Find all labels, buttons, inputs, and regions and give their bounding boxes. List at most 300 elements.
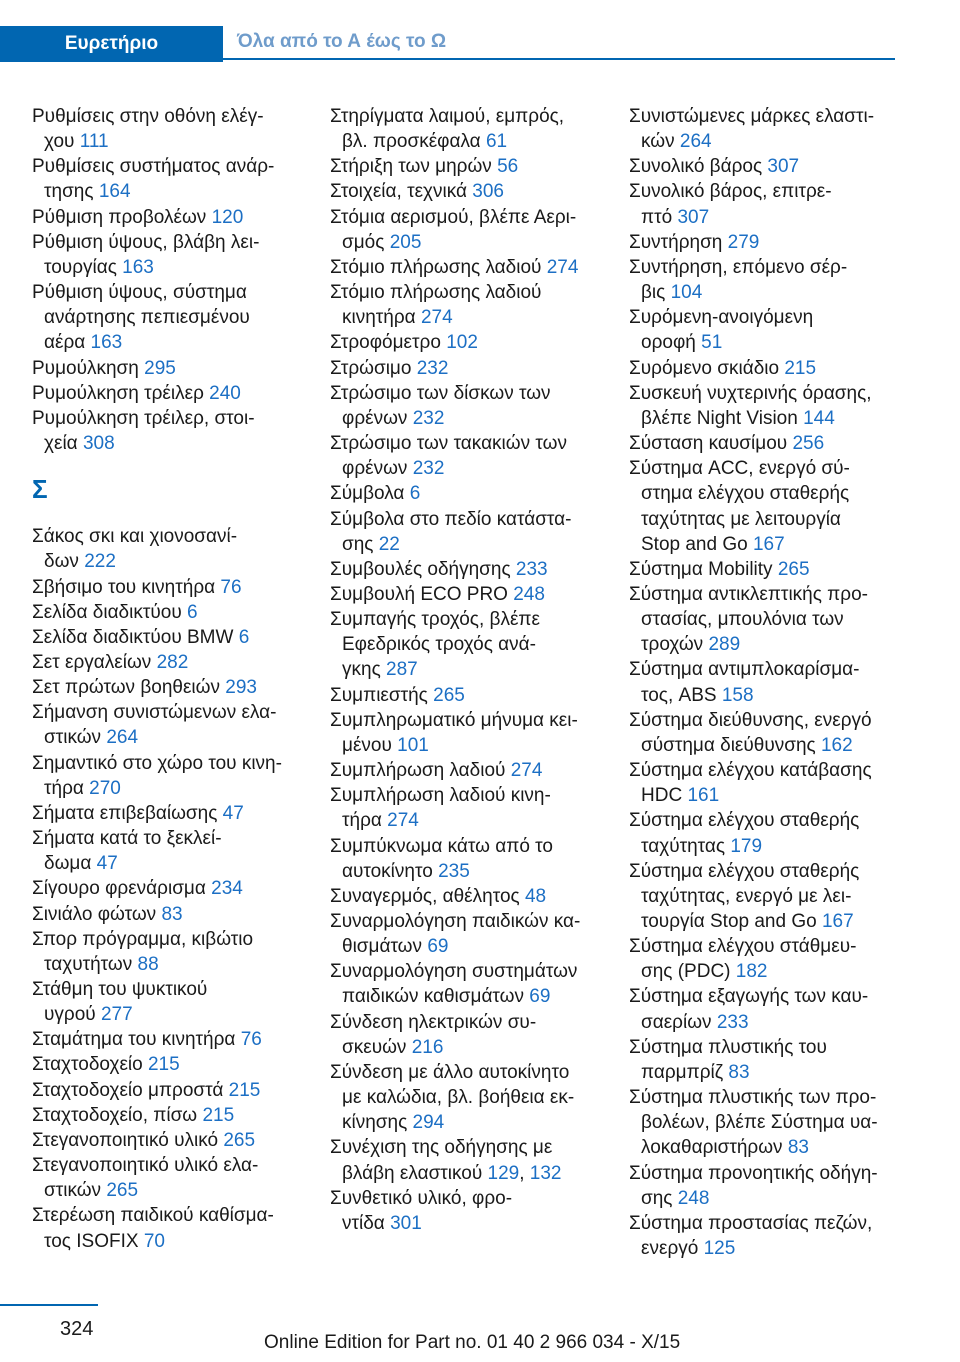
entry-text: Σετ πρώτων βοηθειών [32, 677, 220, 699]
index-entry [629, 934, 897, 984]
index-entry [32, 801, 300, 826]
index-entry [629, 356, 897, 381]
entry-text: ταχυτήτων [44, 953, 133, 975]
page-link[interactable]: 182 [735, 961, 768, 983]
entry-text: Σύστημα ελέγχου κατάβασης [629, 760, 872, 782]
entry-text: υγρού [44, 1004, 96, 1026]
page-link[interactable]: 158 [721, 684, 754, 706]
entry-text: Στηρίγματα λαιμού, εμπρός, [330, 106, 565, 127]
index-entry [32, 1153, 300, 1203]
page-link[interactable]: 256 [792, 433, 825, 455]
entry-text: Στοιχεία, τεχνικά [330, 181, 467, 203]
entry-text: βολέων, βλέπε Σύστημα υα- [641, 1112, 878, 1134]
index-entry [629, 179, 897, 229]
entry-text: κίνησης [342, 1112, 408, 1134]
index-entry [32, 1078, 300, 1103]
entry-text: Σύστημα αντιμπλοκαρίσμα- [629, 659, 860, 681]
entry-text: Σύστημα διεύθυνσης, ενεργό [629, 709, 872, 731]
index-entry [330, 280, 598, 330]
page-link[interactable]: 83 [161, 903, 183, 925]
index-entry [32, 1128, 300, 1153]
entry-text: Συνιστώμενες μάρκες ελαστι- [629, 106, 875, 127]
page-link[interactable]: 69 [529, 986, 551, 1008]
page-link[interactable]: 265 [777, 558, 810, 580]
entry-text: Στεγανοποιητικό υλικό ελα- [32, 1155, 259, 1177]
page-link[interactable]: 232 [412, 407, 445, 429]
entry-text: Ρυμούλκηση τρέιλερ, στοι- [32, 407, 255, 429]
entry-text: Σύνδεση με άλλο αυτοκίνητο [330, 1061, 570, 1083]
entry-text: Σύστημα αντικλεπτικής προ- [629, 583, 868, 605]
entry-text: Σελίδα διαδικτύου BMW [32, 626, 234, 648]
entry-text: Ρυμούλκηση [32, 357, 139, 379]
entry-text: παιδικών καθισμάτων [342, 986, 524, 1008]
entry-text: Συμπληρωματικό μήνυμα κει- [330, 709, 578, 731]
entry-text: Σάκος σκι και χιονοσανί- [32, 526, 238, 548]
entry-text: σμός [342, 231, 385, 253]
index-entry [32, 406, 300, 456]
page-link[interactable]: 215 [147, 1054, 180, 1076]
page-link[interactable]: 164 [98, 181, 131, 203]
page-link[interactable]: 279 [727, 231, 760, 253]
entry-text: Σπορ πρόγραμμα, κιβώτιο [32, 928, 254, 950]
page-link[interactable]: 248 [677, 1187, 710, 1209]
entry-text: Συμπλήρωση λαδιού κινη- [330, 785, 551, 807]
index-entry [330, 1060, 598, 1135]
entry-text: θισμάτων [342, 936, 423, 958]
index-entry [330, 557, 598, 582]
entry-text: Σύστημα προνοητικής οδήγη- [629, 1162, 878, 1184]
page-link[interactable]: 69 [427, 936, 449, 958]
entry-text: ταχύτητας με λειτουργία [641, 508, 841, 530]
index-entry [330, 356, 598, 381]
entry-text: κινητήρα [342, 307, 416, 329]
entry-text: Σταχτοδοχείο [32, 1054, 143, 1076]
index-entry [330, 708, 598, 758]
entry-text: Στροφόμετρο [330, 332, 441, 354]
page-link[interactable]: 274 [387, 810, 419, 832]
index-entry [629, 582, 897, 657]
entry-text: γκης [342, 659, 381, 681]
entry-text: Σινιάλο φώτων [32, 903, 157, 925]
page-link[interactable]: 234 [211, 878, 243, 900]
page-link[interactable]: 161 [687, 785, 720, 807]
page-link[interactable]: 232 [416, 357, 449, 379]
page-link[interactable]: 274 [546, 256, 579, 278]
page-link[interactable]: 56 [497, 156, 519, 178]
entry-text: βλάβη ελαστικού [342, 1162, 483, 1184]
entry-text: σης (PDC) [641, 961, 731, 983]
page-link[interactable]: 104 [670, 282, 703, 304]
page-link[interactable]: 205 [389, 231, 422, 253]
entry-text: HDC [641, 785, 683, 807]
page-link[interactable]: 6 [238, 626, 250, 648]
page-link[interactable]: 307 [767, 156, 800, 178]
page-link[interactable]: 125 [703, 1238, 736, 1260]
index-entry [32, 675, 300, 700]
page-link[interactable]: 307 [677, 206, 710, 228]
entry-text: Σύστημα Mobility [629, 558, 773, 580]
entry-text: στασίας, μπουλόνια των [641, 609, 844, 631]
index-entry [32, 1203, 300, 1253]
entry-text: Συναρμολόγηση συστημάτων [330, 961, 578, 983]
entry-text: τησης [44, 181, 94, 203]
index-entry [330, 909, 598, 959]
index-entry [330, 481, 598, 506]
entry-text: Εφεδρικός τροχός ανά- [342, 634, 536, 656]
index-entry [330, 1010, 598, 1060]
entry-text: στικών [44, 1180, 102, 1202]
index-entry [32, 356, 300, 381]
index-entry [629, 1085, 897, 1160]
page-link[interactable]: 232 [412, 458, 445, 480]
entry-text: ταχύτητας [641, 835, 726, 857]
index-entry: Συνέχιση της οδήγησης με βλάβη ελαστικού 129, 132 [330, 1137, 562, 1184]
entry-text: οροφή [641, 332, 696, 354]
entry-text: Ρυθμίσεις συστήματος ανάρ- [32, 156, 275, 178]
entry-text: Συμπαγής τροχός, βλέπε [330, 609, 541, 631]
index-entry [330, 959, 598, 1009]
index-entry [32, 600, 300, 625]
index-entry [330, 104, 598, 154]
tab-a-to-z[interactable]: Όλα από το Α έως το Ω [223, 26, 895, 60]
page-link[interactable]: 265 [106, 1180, 139, 1202]
page-link[interactable]: 163 [122, 256, 154, 278]
entry-text: κών [641, 131, 675, 153]
entry-text: ανάρτησης πεπιεσμένου [44, 307, 250, 329]
page-link[interactable]: 222 [84, 551, 116, 573]
index-entry [330, 154, 598, 179]
page-link[interactable]: 233 [515, 558, 548, 580]
entry-text: Στεγανοποιητικό υλικό [32, 1129, 219, 1151]
entry-text: Σύσταση καυσίμου [629, 433, 788, 455]
entry-text: Σύστημα εξαγωγής των καυ- [629, 986, 869, 1008]
entry-text: βλ. προσκέφαλα [342, 131, 481, 153]
index-entry [32, 902, 300, 927]
index-entry [629, 557, 897, 582]
page-link[interactable]: 265 [223, 1129, 256, 1151]
index-entry [32, 104, 300, 154]
entry-text: Σταχτοδοχείο μπροστά [32, 1079, 224, 1101]
entry-text: Συμπλήρωση λαδιού [330, 760, 506, 782]
page-link[interactable]: 293 [225, 677, 257, 699]
entry-text: δωμα [44, 853, 92, 875]
entry-text: δων [44, 551, 79, 573]
page-number: 324 [60, 1318, 94, 1340]
page-link[interactable]: 289 [708, 634, 741, 656]
index-entry [32, 280, 300, 355]
page-link[interactable]: 144 [803, 407, 835, 429]
page-link[interactable]: 287 [386, 659, 418, 681]
index-entry [629, 456, 897, 557]
page-link[interactable]: 76 [220, 576, 242, 598]
index-entry [32, 1027, 300, 1052]
entry-text: Στόμιο πλήρωσης λαδιού [330, 282, 542, 304]
entry-text: Σήμανση συνιστώμενων ελα- [32, 702, 277, 724]
page-link[interactable]: 132 [529, 1162, 562, 1184]
page-link[interactable]: 265 [433, 684, 465, 706]
entry-text: ταχύτητας, ενεργό με λει- [641, 885, 852, 907]
page-link[interactable]: 295 [144, 357, 176, 379]
index-entry [330, 758, 598, 783]
entry-text: Σύστημα ACC, ενεργό σύ- [629, 458, 850, 480]
entry-text: Συντήρηση [629, 231, 723, 253]
index-entry [330, 507, 598, 557]
index-entry [330, 179, 598, 204]
entry-text: τήρα [44, 777, 84, 799]
entry-text: φρένων [342, 458, 408, 480]
page-link[interactable]: 215 [784, 357, 817, 379]
entry-text: Σύστημα προστασίας πεζών, [629, 1212, 873, 1234]
page-link[interactable]: 76 [240, 1029, 262, 1051]
entry-text: Στρώσιμο των δίσκων των [330, 382, 551, 404]
index-entry [32, 154, 300, 204]
index-entry [32, 1052, 300, 1077]
entry-text: Σύστημα ελέγχου σταθερής [629, 810, 860, 832]
page-link[interactable]: 167 [821, 911, 854, 932]
index-entry [629, 1211, 897, 1261]
entry-text: παρμπρίζ [641, 1061, 724, 1083]
index-entry [32, 826, 300, 876]
entry-text: Ρύθμιση ύψους, σύστημα [32, 282, 247, 304]
entry-text: Σύστημα ελέγχου στάθμευ- [629, 936, 857, 958]
entry-text: Ρύθμιση ύψους, βλάβη λει- [32, 231, 260, 253]
entry-text: ντίδα [342, 1212, 385, 1234]
index-entry [32, 876, 300, 901]
index-entry [32, 230, 300, 280]
page-link[interactable]: 274 [510, 760, 543, 782]
index-entry [32, 927, 300, 977]
entry-text: βις [641, 282, 666, 304]
entry-text: μένου [342, 734, 392, 756]
page-link[interactable]: 51 [701, 332, 723, 354]
entry-text: χεία [44, 433, 78, 455]
entry-text: Σύστημα πλυστικής των προ- [629, 1087, 877, 1109]
index-entry [629, 1161, 897, 1211]
page-link[interactable]: 70 [143, 1230, 165, 1252]
index-entry [629, 104, 897, 154]
entry-text: σης [641, 1187, 673, 1209]
page-link[interactable]: 61 [485, 131, 508, 153]
page-link[interactable]: 216 [411, 1036, 444, 1058]
index-entry [629, 230, 897, 255]
page-link[interactable]: 88 [137, 953, 159, 975]
entry-text: Στρώσιμο των τακακιών των [330, 433, 567, 455]
index-entry [330, 683, 598, 708]
index-entry [330, 884, 598, 909]
edition-note: Online Edition for Part no. 01 40 2 966 034 - X/15 [264, 1332, 681, 1353]
index-entry [629, 984, 897, 1034]
index-entry [629, 381, 897, 431]
index-entry [629, 154, 897, 179]
page-link[interactable]: 47 [96, 853, 118, 875]
entry-text: Συμπύκνωμα κάτω από το [330, 835, 553, 857]
page-link[interactable]: 270 [89, 777, 121, 799]
entry-text: Συνέχιση της οδήγησης με [330, 1137, 553, 1159]
entry-text: Συνολικό βάρος [629, 156, 763, 178]
page-link[interactable]: 83 [728, 1061, 750, 1083]
index-column-3 [629, 104, 897, 1261]
page-link[interactable]: 277 [100, 1004, 133, 1026]
entry-text: αέρα [44, 332, 86, 354]
page-link[interactable]: 6 [187, 601, 198, 623]
index-entry [629, 657, 897, 707]
index-entry [32, 700, 300, 750]
index-entry [32, 381, 300, 406]
page-link[interactable]: 308 [82, 433, 115, 455]
index-entry [32, 1103, 300, 1128]
page-link[interactable]: 47 [222, 802, 244, 824]
index-entry [629, 859, 897, 934]
page-link[interactable]: 215 [228, 1079, 261, 1101]
page-link[interactable]: 6 [409, 483, 421, 505]
page-link[interactable]: 163 [90, 332, 123, 354]
entry-text: σης [342, 533, 374, 555]
entry-text: Σταχτοδοχείο, πίσω [32, 1104, 198, 1126]
entry-text: πτό [641, 206, 673, 228]
entry-text: Συμπιεστής [330, 684, 428, 706]
entry-text: σύστημα διεύθυνσης [641, 734, 816, 756]
entry-text: αυτοκίνητο [342, 860, 433, 882]
entry-text: Σύμβολα [330, 483, 405, 505]
index-entry [32, 205, 300, 230]
entry-text: Συναγερμός, αθέλητος [330, 885, 520, 907]
page-header [0, 26, 895, 62]
entry-text: με καλώδια, βλ. βοήθεια εκ- [342, 1087, 575, 1109]
index-entry [32, 524, 300, 574]
page-link[interactable]: 264 [679, 131, 712, 153]
index-entry [330, 783, 598, 833]
page-link[interactable]: 120 [211, 206, 244, 228]
index-entry [32, 625, 300, 650]
index-entry [330, 431, 598, 481]
page-link[interactable]: 215 [202, 1104, 235, 1126]
index-entry [330, 582, 598, 607]
entry-text: Συρόμενο σκιάδιο [629, 357, 780, 379]
entry-text: Συνολικό βάρος, επιτρε- [629, 181, 832, 203]
entry-text: βλέπε Night Vision [641, 407, 798, 429]
tab-index[interactable]: Ευρετήριο [0, 26, 223, 62]
entry-text: Σύστημα ελέγχου σταθερής [629, 860, 860, 882]
page-link[interactable]: 48 [524, 885, 547, 907]
entry-text: Ρύθμιση προβολέων [32, 206, 207, 228]
page-link[interactable]: 294 [412, 1112, 445, 1134]
entry-text: τος, ABS [641, 684, 717, 706]
index-entry [330, 834, 598, 884]
entry-text: τήρα [342, 810, 382, 832]
entry-text: ενεργό [641, 1238, 699, 1260]
section-letter: Σ [32, 474, 48, 505]
entry-text: λοκαθαριστήρων [641, 1137, 783, 1159]
entry-text: Συρόμενη-ανοιγόμενη [629, 307, 814, 329]
page-link[interactable]: 282 [156, 651, 189, 673]
entry-text: Συσκευή νυχτερινής όρασης, [629, 382, 872, 404]
entry-text: Σύμβολα στο πεδίο κατάστα- [330, 508, 572, 530]
entry-text: Σβήσιμο του κινητήρα [32, 576, 216, 598]
entry-text: Σύνδεση ηλεκτρικών συ- [330, 1011, 537, 1033]
page-link[interactable]: 83 [787, 1137, 809, 1159]
index-entry [629, 1035, 897, 1085]
entry-text: τος ISOFIX [44, 1230, 139, 1252]
entry-text: χου [44, 131, 75, 153]
page-link[interactable]: 301 [390, 1212, 422, 1234]
index-entry [330, 205, 598, 255]
entry-text: Στόμιο πλήρωσης λαδιού [330, 256, 542, 278]
index-entry [629, 431, 897, 456]
page-link[interactable]: 240 [209, 382, 241, 404]
index-entry [32, 575, 300, 600]
index-entry [629, 708, 897, 758]
entry-text: Στερέωση παιδικού καθίσμα- [32, 1205, 274, 1227]
entry-text: Στάθμη του ψυκτικού [32, 979, 208, 1000]
index-entry [32, 977, 300, 1027]
index-entry [330, 330, 598, 355]
index-entry [629, 808, 897, 858]
entry-text: τουργίας [44, 256, 117, 278]
page-link[interactable]: 22 [378, 533, 400, 555]
index-entry [330, 607, 598, 682]
index-column-2 [330, 104, 598, 1236]
entry-text: τουργία Stop and Go [641, 911, 817, 932]
entry-text: Σήματα κατά το ξεκλεί- [32, 828, 222, 850]
entry-text: Ρυθμίσεις στην οθόνη ελέγ- [32, 106, 264, 127]
page-link[interactable]: 233 [716, 1011, 749, 1033]
entry-text: Σημαντικό στο χώρο του κινη- [32, 752, 282, 774]
page-link[interactable]: 162 [820, 734, 853, 756]
index-entry [32, 650, 300, 675]
page-link[interactable]: 274 [420, 307, 453, 329]
entry-text: στικών [44, 727, 102, 749]
page-link[interactable]: 235 [438, 860, 470, 882]
entry-text: Συναρμολόγηση παιδικών κα- [330, 911, 581, 932]
entry-text: Συνθετικό υλικό, φρο- [330, 1187, 513, 1209]
entry-text: Σήματα επιβεβαίωσης [32, 802, 218, 824]
page-link[interactable]: 167 [752, 533, 785, 555]
page-link[interactable]: 179 [730, 835, 763, 857]
entry-text: Συντήρηση, επόμενο σέρ- [629, 256, 848, 278]
entry-text: Σίγουρο φρενάρισμα [32, 878, 206, 900]
entry-text: Στήριξη των μηρών [330, 156, 492, 178]
index-entry [330, 1186, 598, 1236]
entry-text: Συμβουλή ECO PRO [330, 583, 508, 605]
page-link[interactable]: 306 [472, 181, 504, 203]
page-link[interactable]: 129 [487, 1162, 520, 1184]
footer-rule [0, 1304, 98, 1306]
page-link[interactable]: 101 [397, 734, 429, 756]
index-entry [330, 255, 598, 280]
index-entry [629, 758, 897, 808]
entry-text: φρένων [342, 407, 408, 429]
entry-text: Σύστημα πλυστικής του [629, 1036, 827, 1058]
entry-text: Stop and Go [641, 533, 748, 555]
page-link[interactable]: 264 [106, 727, 139, 749]
entry-text: Σελίδα διαδικτύου [32, 601, 182, 623]
page-link[interactable]: 102 [446, 332, 478, 354]
entry-text: σαερίων [641, 1011, 712, 1033]
index-column-1 [32, 104, 300, 1254]
page-link[interactable]: 111 [79, 131, 109, 153]
index-entry [330, 381, 598, 431]
index-entry [629, 255, 897, 305]
entry-text: στημα ελέγχου σταθερής [641, 483, 850, 505]
entry-text: Σταμάτημα του κινητήρα [32, 1029, 236, 1051]
page-link[interactable]: 248 [513, 583, 545, 605]
index-entry [629, 305, 897, 355]
entry-text: Στόμια αερισμού, βλέπε Αερι- [330, 206, 577, 228]
index-entry [32, 751, 300, 801]
entry-text: Στρώσιμο [330, 357, 412, 379]
entry-text: Ρυμούλκηση τρέιλερ [32, 382, 204, 404]
entry-text: σκευών [342, 1036, 407, 1058]
